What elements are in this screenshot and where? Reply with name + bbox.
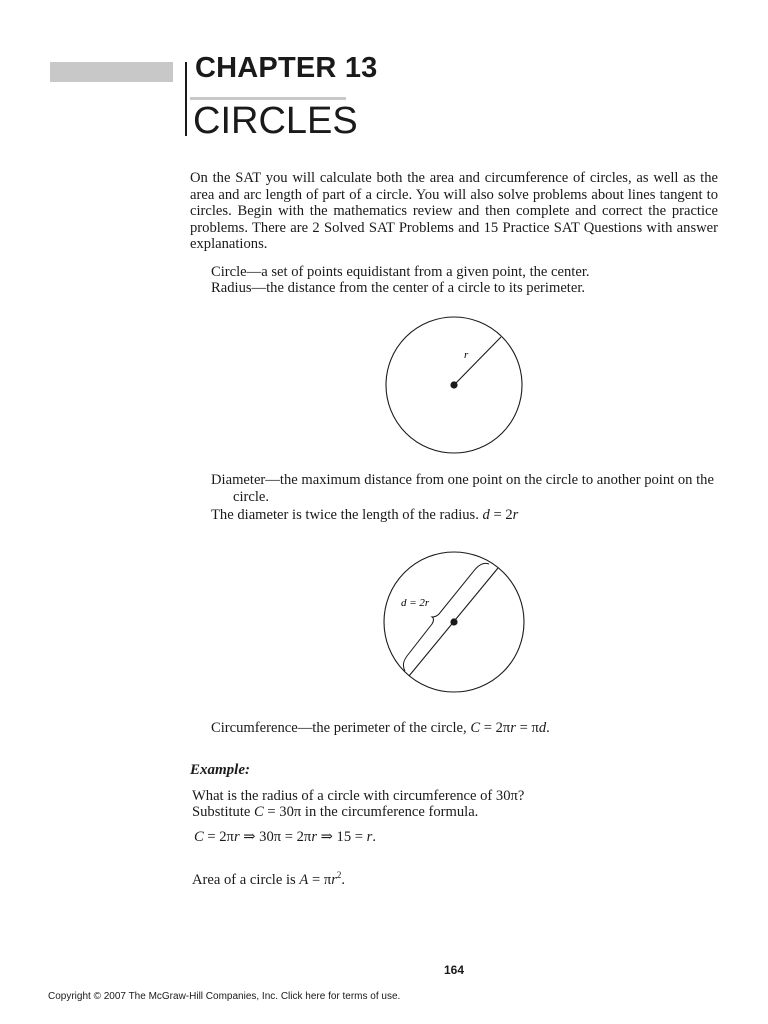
circumference-c: C xyxy=(470,720,481,736)
area-var-a: A xyxy=(299,871,309,888)
radius-line xyxy=(454,337,501,385)
circumference-eq: = π xyxy=(515,720,539,736)
diameter-rule xyxy=(211,507,731,524)
diameter-figure xyxy=(373,550,533,695)
area-exponent: 2 xyxy=(336,870,342,880)
header-vertical-rule xyxy=(185,62,187,136)
circumference-text: Circumference—the perimeter of the circle, xyxy=(211,720,471,736)
solution-r2: r xyxy=(311,829,317,845)
chapter-label: CHAPTER 13 xyxy=(195,52,378,84)
radius-label: r xyxy=(464,349,469,361)
example-solution xyxy=(194,829,376,846)
circumference-r: r xyxy=(510,720,516,736)
example-step-text: Substitute xyxy=(192,804,255,820)
solution-r3: r xyxy=(366,829,373,845)
example-step xyxy=(192,804,478,821)
solution-part3: ⇒ 15 = xyxy=(317,829,367,845)
solution-r1: r xyxy=(233,829,240,845)
radius-definition: Radius—the distance from the center of a circle to its perimeter. xyxy=(211,280,586,296)
center-point xyxy=(450,381,457,388)
diameter-rule-var: d xyxy=(482,507,490,523)
circumference-end: . xyxy=(546,720,550,736)
solution-c: C xyxy=(194,829,204,845)
diameter-center-point xyxy=(450,618,457,625)
intro-paragraph: On the SAT you will calculate both the area and circumference of circles, as well as the area and arc length of part of a circle. You will also solve problems about lines tangent to circles. Begin with the mathematics review and then complete and correct the practice problems. There are 2 Solved SAT Problems and 15 Practice SAT Questions with answer explanations. xyxy=(190,170,718,253)
circumference-mid: = 2π xyxy=(480,720,511,736)
diameter-rule-var2: r xyxy=(512,507,519,523)
circle-definition: Circle—a set of points equidistant from a given point, the center. xyxy=(211,264,590,280)
solution-part2: ⇒ 30π = 2π xyxy=(239,829,312,845)
diameter-rule-eq: = 2 xyxy=(489,507,513,523)
example-label: Example: xyxy=(190,762,250,778)
diameter-definition: Diameter—the maximum distance from one point on the circle to another point on the circle. xyxy=(211,472,714,505)
area-text: Area of a circle is xyxy=(192,871,300,888)
circumference-d: d xyxy=(538,720,547,736)
circumference-definition xyxy=(211,720,731,737)
example-question: What is the radius of a circle with circumference of 30π? xyxy=(192,788,525,804)
area-formula xyxy=(192,867,345,888)
page-number: 164 xyxy=(443,963,465,977)
radius-figure xyxy=(380,315,530,455)
copyright-link[interactable]: Copyright © 2007 The McGraw-Hill Companies, Inc. Click here for terms of use. xyxy=(48,991,401,1002)
diameter-label: d = 2r xyxy=(401,597,430,609)
diameter-brace xyxy=(403,563,489,671)
solution-end: . xyxy=(372,829,376,845)
header-gray-bar xyxy=(50,62,173,82)
area-var-r: r xyxy=(331,871,337,888)
chapter-title: CIRCLES xyxy=(193,100,358,142)
diameter-rule-text: The diameter is twice the length of the radius. xyxy=(211,507,483,523)
area-end: . xyxy=(341,871,346,888)
area-eq: = π xyxy=(308,871,332,888)
example-step-rest: = 30π in the circumference formula. xyxy=(263,804,479,820)
example-step-var: C xyxy=(254,804,264,820)
solution-part1: = 2π xyxy=(203,829,234,845)
